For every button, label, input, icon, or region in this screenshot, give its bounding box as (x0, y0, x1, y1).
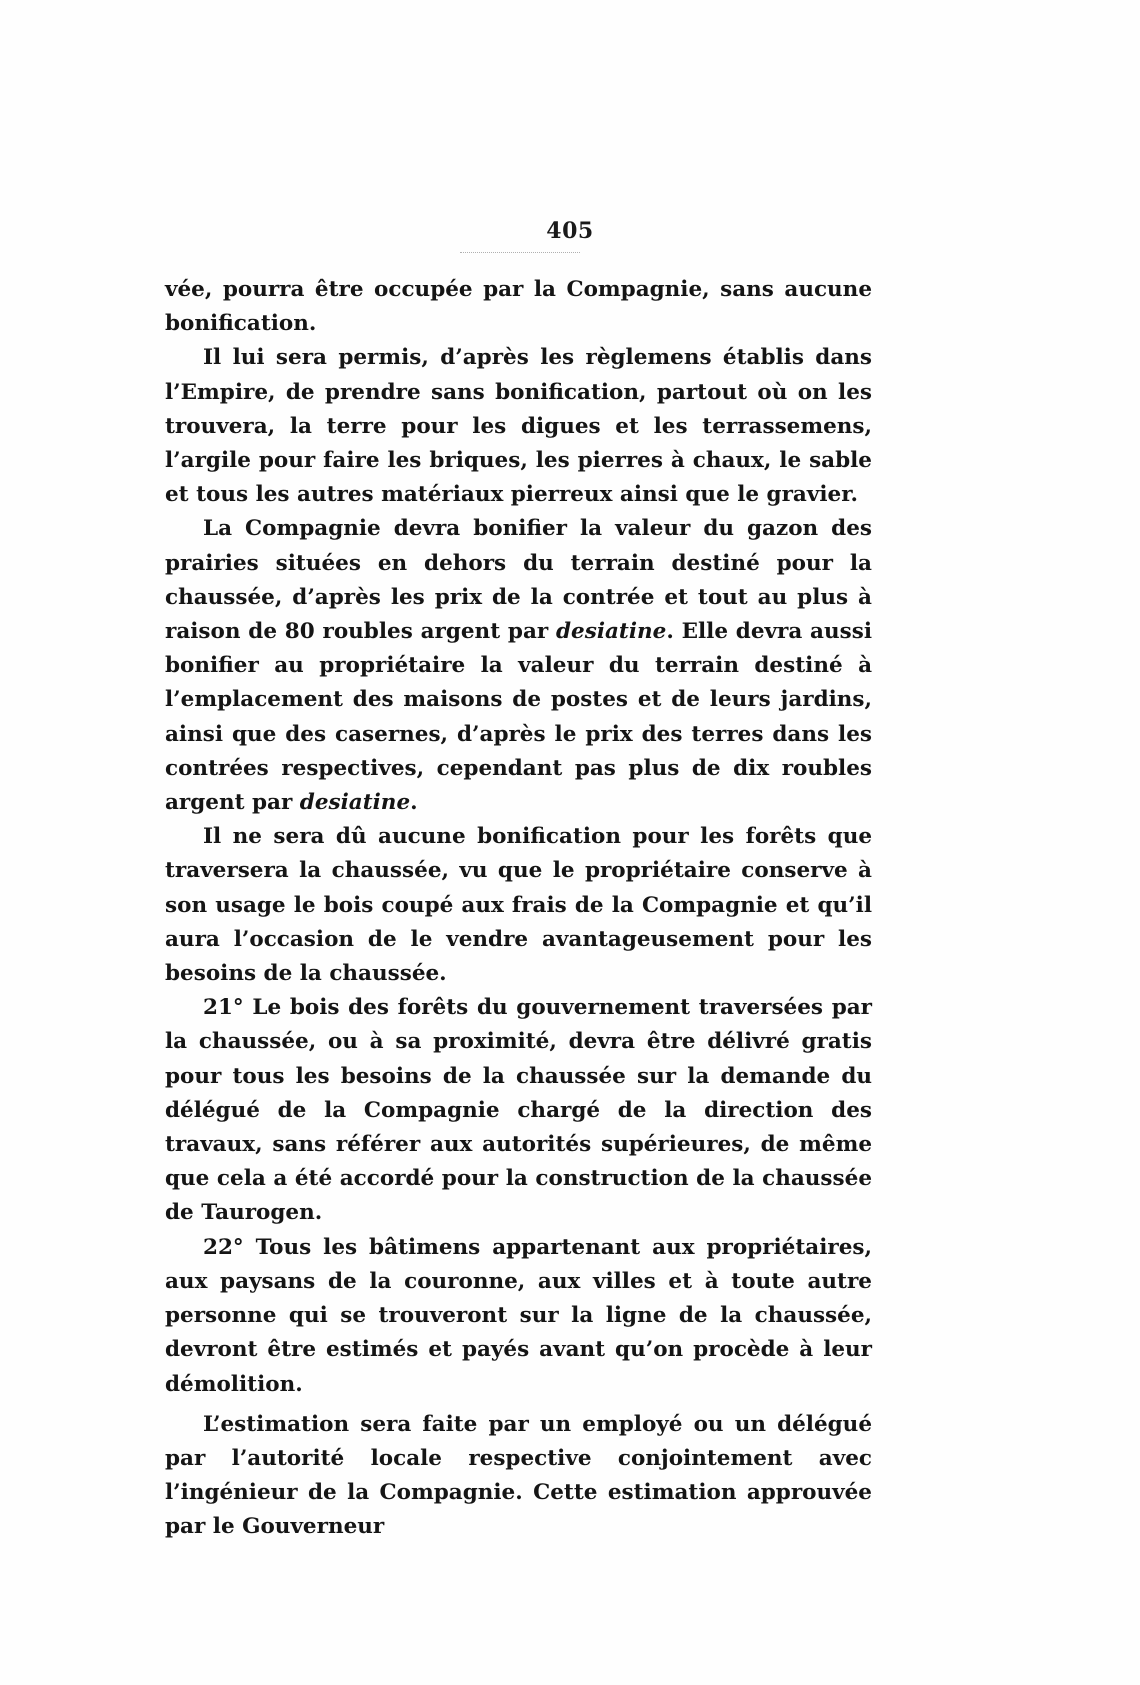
paragraph-article-22 (165, 1231, 872, 1402)
header-rule (460, 252, 580, 253)
paragraph-continuation (165, 273, 872, 341)
text-segment: L’estimation sera faite par un employé ou un délégué par l’autorité locale respective conjointement avec l’ingénieur de la Compagnie. Cette estimation approuvée par le Gouverneur (165, 1411, 872, 1540)
paragraph-materials (165, 341, 872, 512)
italic-term: desiatine (556, 619, 667, 645)
page-number: 405 (546, 218, 594, 244)
text-segment: 21° Le bois des forêts du gouvernement traversées par la chaussée, ou à sa proximité, devra être délivré gratis pour tous les besoins de la chaussée sur la demande du délégué de la Compagnie chargé de la direction des travaux, sans référer aux autorités supérieures, de même que cela a été accordé pour la construction de la chaussée de Taurogen. (165, 995, 872, 1226)
text-segment: Il ne sera dû aucune bonification pour les forêts que traversera la chaussée, vu que le propriétaire conserve à son usage le bois coupé aux frais de la Compagnie et qu’il aura l’occasion de le vendre avantageusement pour les besoins de la chaussée. (165, 824, 872, 987)
text-segment: La Compagnie devra bonifier la valeur du gazon des prairies situées en dehors du terrain destiné pour la chaussée, d’après les prix de la contrée et tout au plus à raison de 80 roubles argent par (165, 516, 872, 645)
text-segment: . Elle devra aussi bonifier au propriétaire la valeur du terrain destiné à l’emplacement des maisons de postes et de leurs jardins, ainsi que des casernes, d’après le prix des terres dans les contrées respectives, cependant pas plus de dix roubles argent par (165, 619, 872, 816)
paragraph-estimation (165, 1408, 872, 1545)
paragraph-forests (165, 820, 872, 991)
text-segment: 22° Tous les bâtimens appartenant aux propriétaires, aux paysans de la couronne, aux villes et à toute autre personne qui se trouveront sur la ligne de la chaussée, devront être estimés et payés avant qu’on procède à leur démolition. (165, 1234, 872, 1397)
text-segment: Il lui sera permis, d’après les règlemens établis dans l’Empire, de prendre sans bonification, partout où on les trouvera, la terre pour les digues et les terrassemens, l’argile pour faire les briques, les pierres à chaux, le sable et tous les autres matériaux pierreux ainsi que le gravier. (165, 345, 872, 508)
paragraph-meadow-compensation (165, 512, 872, 820)
italic-term: desiatine (299, 790, 411, 816)
paragraph-article-21 (165, 991, 872, 1230)
text-segment: vée, pourra être occupée par la Compagnie, sans aucune bonification. (165, 277, 872, 337)
body-text (165, 273, 872, 1545)
text-segment: . (410, 790, 418, 816)
